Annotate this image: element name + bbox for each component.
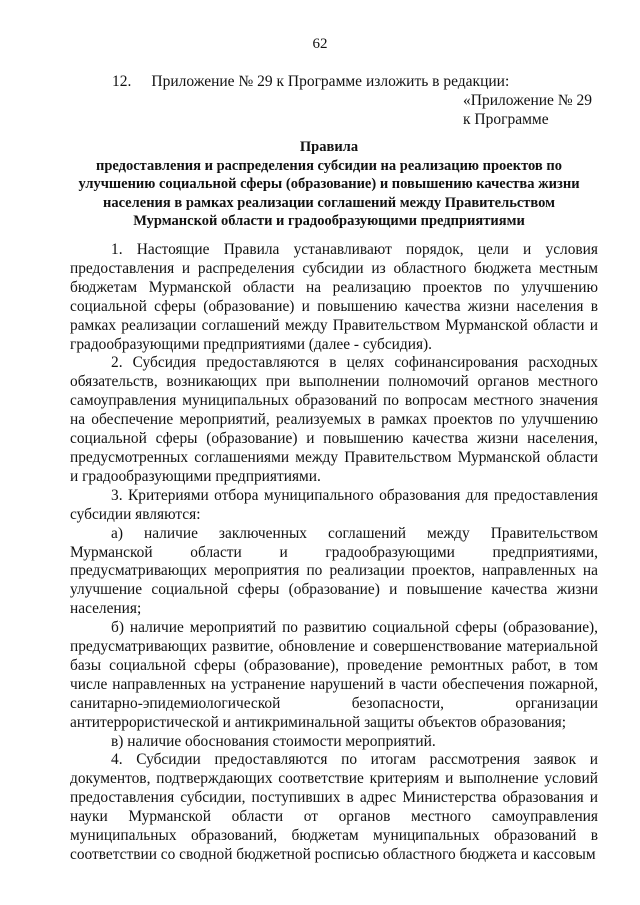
amendment-number: 12. — [112, 73, 132, 90]
paragraph-3c: в) наличие обоснования стоимости мероприятий. — [111, 732, 436, 750]
annex-reference-line-1: «Приложение № 29 — [463, 92, 592, 109]
paragraph-3b: б) наличие мероприятий по развитию социальной сферы (образование), предусматривающих развитие, обновление и совершенствование материальной базы социальной сферы (образование), проведение ремонтных работ, в том числе направленных на устранение нарушений в части обеспечения пожарной, санитарно-эпидемиологической безопасности, организации антитеррористической и антикриминальной защиты объектов образования; — [70, 619, 598, 731]
amendment-text: Приложение № 29 к Программе изложить в редакции: — [151, 73, 510, 90]
annex-reference — [463, 91, 592, 129]
paragraph-1: 1. Настоящие Правила устанавливают порядок, цели и условия предоставления и распределения субсидии из областного бюджета местным бюджетам Мурманской области на реализацию проектов по улучшению социальной сферы (образование) и повышению качества жизни населения в рамках реализации соглашений между Правительством Мурманской области и градообразующими предприятиями (далее - субсидия). — [70, 241, 598, 353]
paragraph-4: 4. Субсидии предоставляются по итогам рассмотрения заявок и документов, подтверждающих соответствие критериям и выполнение условий предоставления субсидии, поступивших в адрес Министерства образования и науки Мурманской области от органов местного самоуправления муниципальных образований, бюджетам муниципальных образований в соответствии со сводной бюджетной росписью областного бюджета и кассовым — [70, 751, 598, 863]
annex-reference-line-2: к Программе — [463, 111, 549, 128]
title-main: Правила — [299, 139, 359, 155]
paragraph-2: 2. Субсидия предоставляются в целях софинансирования расходных обязательств, возникающих при выполнении полномочий органов местного самоуправления муниципальных образований по вопросам местного значения на обеспечение мероприятий, реализуемых в рамках проектов по улучшению социальной сферы (образование) и повышению качества жизни населения, предусмотренных соглашениями между Правительством Мурманской области и градообразующими предприятиями. — [70, 354, 598, 485]
paragraph-3a: а) наличие заключенных соглашений между Правительством Мурманской области и градообразующими предприятиями, предусматривающих мероприятия по реализации проектов, направленных на улучшение социальной сферы (образование) и повышение качества жизни населения; — [70, 524, 598, 618]
document-title — [70, 138, 588, 231]
document-body — [70, 241, 598, 865]
paragraph-3: 3. Критериями отбора муниципального образования для предоставления субсидии являются: — [70, 486, 598, 523]
title-subtitle: предоставления и распределения субсидии на реализацию проектов по улучшению социальной сферы (образование) и повышению качества жизни населения в рамках реализации соглашений между Правительством Мурманской области и градообразующими предприятиями — [78, 157, 580, 229]
amendment-line — [112, 73, 509, 91]
page-number: 62 — [312, 36, 328, 52]
